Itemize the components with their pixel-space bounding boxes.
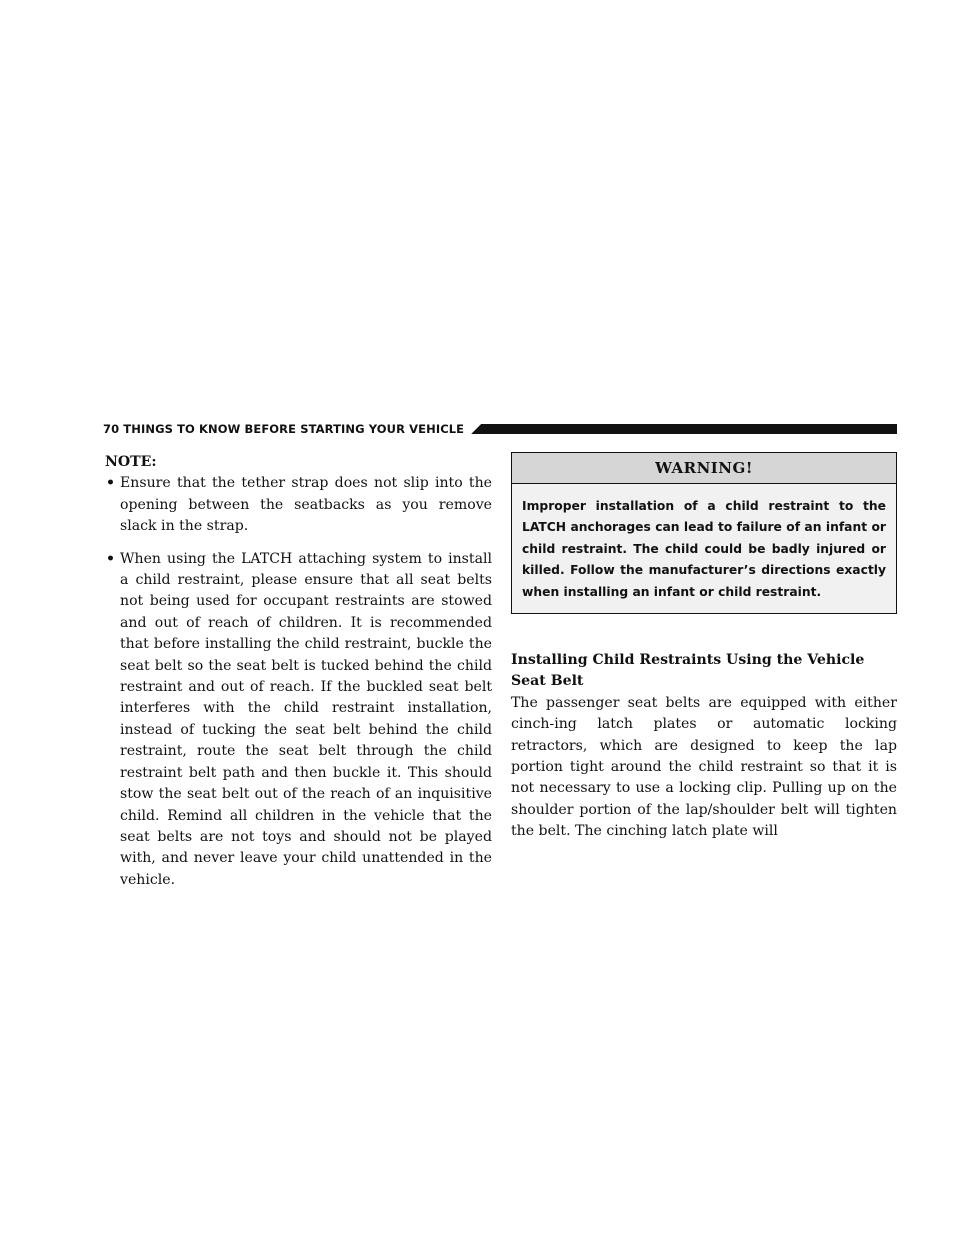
right-column xyxy=(511,452,897,843)
warning-body: Improper installation of a child restraint to the LATCH anchorages can lead to failure of an infant or child restraint. The child could be badly injured or killed. Follow the manufacturer’s directions exactly when installing an infant or child restraint. xyxy=(522,499,886,599)
left-column xyxy=(105,452,492,902)
warning-box xyxy=(511,452,897,614)
page-header xyxy=(103,420,897,438)
list-item xyxy=(106,473,492,537)
list-item xyxy=(106,549,492,892)
note-label: NOTE: xyxy=(105,454,157,470)
page-number-and-section-title: 70 THINGS TO KNOW BEFORE STARTING YOUR VEHICLE xyxy=(103,422,465,436)
bullet-text: Ensure that the tether strap does not slip into the opening between the seatbacks as you remove slack in the strap. xyxy=(120,475,492,535)
bullet-icon: • xyxy=(106,475,116,492)
bullet-text: When using the LATCH attaching system to install a child restraint, please ensure that all seat belts not being used for occupant restraints are stowed and out of reach of children. It is recommended that before installing the child restraint, buckle the seat belt so the seat belt is tucked behind the child restraint and out of reach. If the buckled seat belt interferes with the child restraint installation, instead of tucking the seat belt behind the child restraint, route the seat belt through the child restraint belt path and then buckle it. This should stow the seat belt out of the reach of an inquisitive child. Remind all children in the vehicle that the seat belts are not toys and should not be played with, and never leave your child unattended in the vehicle. xyxy=(120,550,492,888)
section-subheading: Installing Child Restraints Using the Vehicle Seat Belt xyxy=(511,652,865,690)
warning-title: WARNING! xyxy=(512,453,896,484)
body-paragraph: The passenger seat belts are equipped with either cinch-ing latch plates or automatic locking retractors, which are designed to keep the lap portion tight around the child restraint so that it is not necessary to use a locking clip. Pulling up on the shoulder portion of the lap/shoulder belt will tighten the belt. The cinching latch plate will xyxy=(511,694,897,840)
bullet-icon: • xyxy=(106,550,116,567)
header-rule-bar xyxy=(471,424,897,434)
